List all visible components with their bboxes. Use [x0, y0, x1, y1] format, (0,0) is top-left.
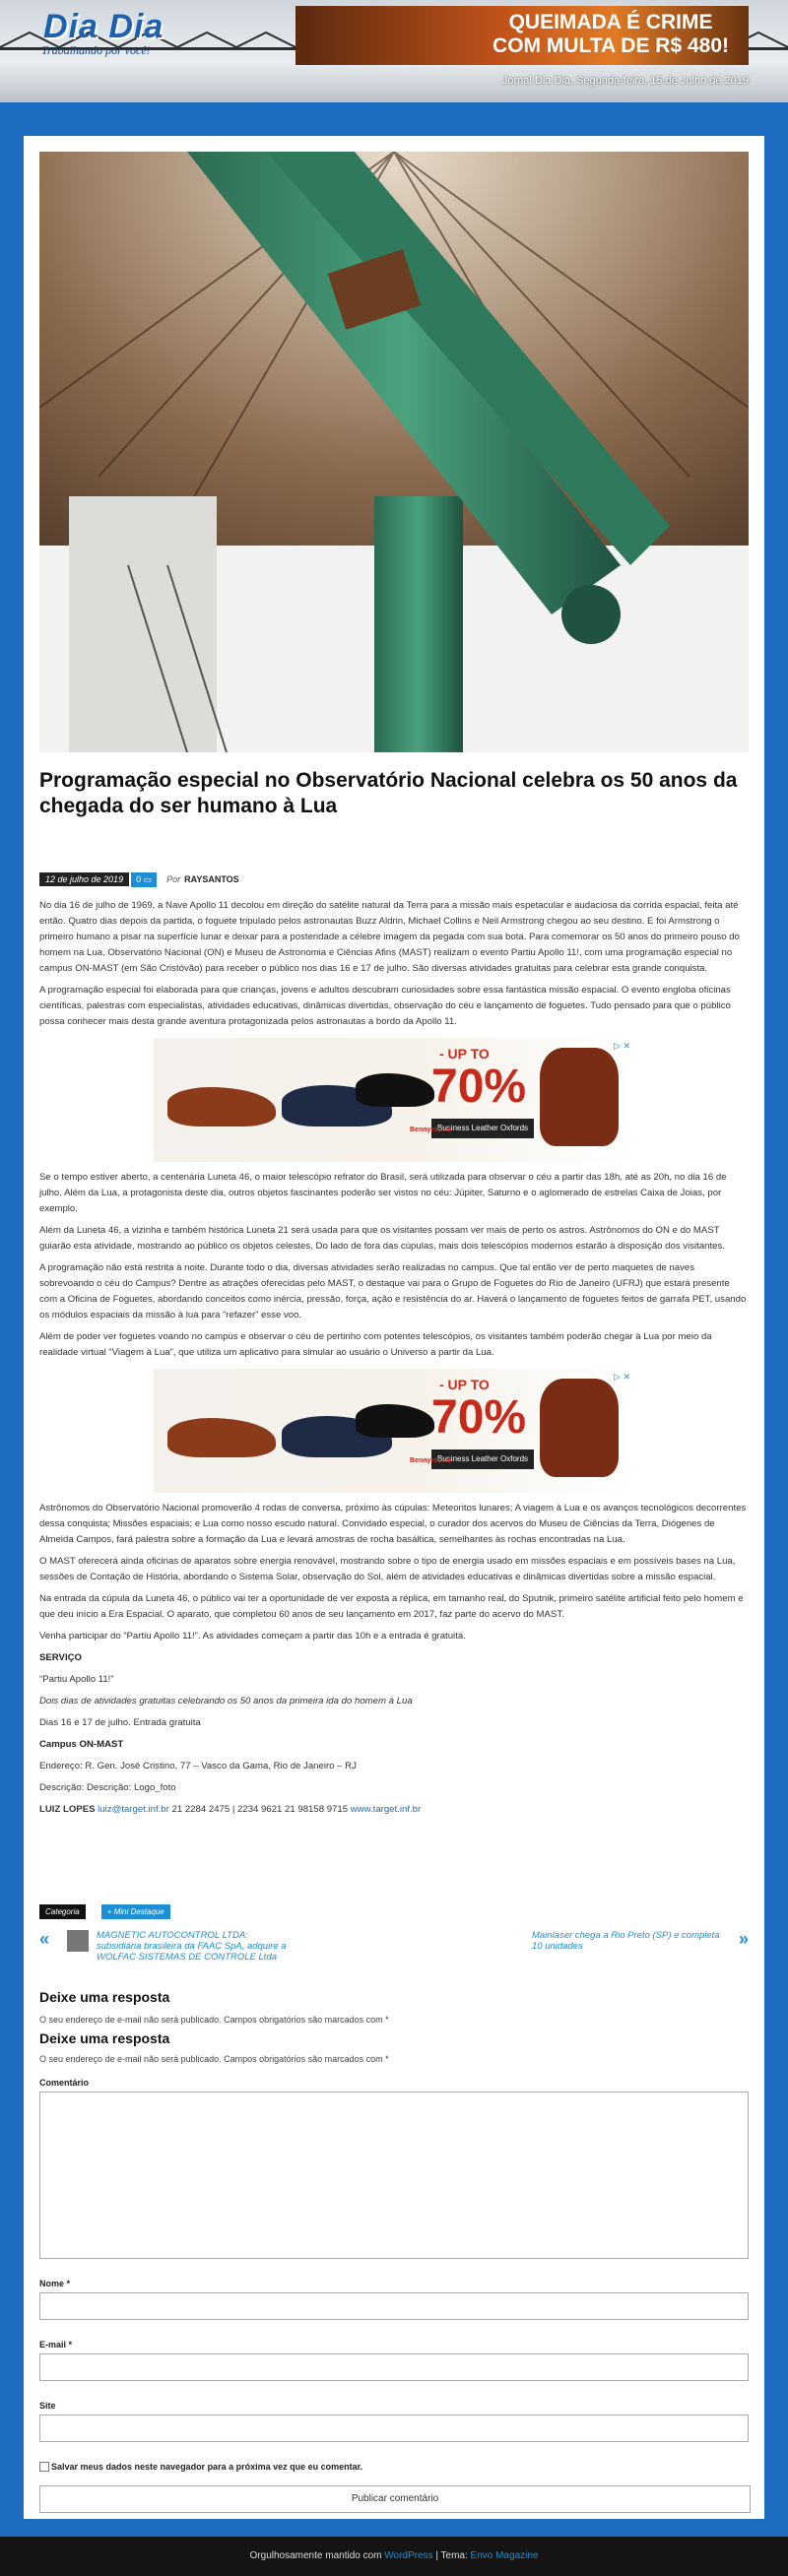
banner-text	[492, 11, 729, 58]
post-navigation	[39, 1930, 749, 1989]
dateline: Jornal Dia Dia, Segunda-feira, 15 de Julho de 2019	[501, 75, 749, 87]
comment-count-value: 0	[136, 873, 142, 884]
category-badge[interactable]: Categoria	[39, 1904, 86, 1919]
previous-post-thumbnail	[67, 1930, 89, 1952]
post-tags	[39, 1904, 170, 1919]
site-input[interactable]	[39, 2415, 749, 2442]
shoe-image-boot	[540, 1379, 619, 1477]
site-logo[interactable]: Dia Dia	[43, 8, 164, 45]
comment-icon: ▭	[143, 873, 153, 884]
previous-post-link[interactable]	[39, 1930, 335, 1963]
destaque-tag[interactable]: + Mini Destaque	[101, 1904, 170, 1919]
save-data-label: Salvar meus dados neste navegador para a próxima vez que eu comentar.	[51, 2462, 363, 2472]
article-date[interactable]: 12 de julho de 2019	[39, 872, 129, 886]
reply-note-duplicate: O seu endereço de e-mail não será publicado. Campos obrigatórios são marcados com *	[39, 2054, 389, 2064]
banner-line-2: COM MULTA DE R$ 480!	[492, 34, 729, 57]
article-meta	[39, 872, 239, 886]
article-paragraph: Além de poder ver foguetes voando no campus e observar o céu de pertinho com potentes telescópios, os visitantes também poderão chegar à Lua por meio da realidade virtual “Viagem à Lua”, que utiliza um aplicativo para simular ao usuário o Universo a partir da Lua.	[39, 1331, 712, 1358]
footer-separator: | Tema:	[432, 2550, 471, 2561]
next-post-link[interactable]	[453, 1930, 749, 1952]
adchoices-icon[interactable]: ▷ ✕	[614, 1041, 630, 1051]
submit-comment-button[interactable]: Publicar comentário	[39, 2485, 751, 2513]
site-slogan: Trabalhando por você!	[41, 43, 151, 57]
article-body	[39, 898, 749, 1824]
site-footer	[0, 2537, 788, 2576]
name-input[interactable]	[39, 2292, 749, 2320]
article-author	[166, 874, 239, 884]
email-label: E-mail *	[39, 2340, 73, 2350]
article-paragraph: Na entrada da cúpula da Luneta 46, o público vai ter a oportunidade de ver exposta a réplica, em tamanho real, do Sputnik, primeiro satélite artificial feito pelo homem e que deu início a Era Espacial. O aparato, que completou 60 anos de seu lançamento em 2017, faz parte do acervo do MAST.	[39, 1593, 744, 1620]
shoe-image-black	[356, 1404, 434, 1438]
service-description: Dois dias de atividades gratuitas celebrando os 50 anos da primeira ida do homem à Lua	[39, 1696, 413, 1707]
article-paragraph: Se o tempo estiver aberto, a centenária Luneta 46, o maior telescópio refrator do Brasil, será utilizada para observar o céu a partir das 18h, até as 20h, no dia 16 de julho. Além da Lua, a protagonista deste dia, outros objetos fascinantes poderão ser vistos no céu: Júpiter, Saturno e o aglomerado de estrelas Caixa de Joias, por exemplo.	[39, 1172, 727, 1214]
email-input[interactable]	[39, 2353, 749, 2381]
banner-line-1: QUEIMADA É CRIME	[508, 11, 713, 33]
article-container	[24, 136, 764, 2519]
ad-subtitle: Business Leather Oxfords	[431, 1119, 534, 1138]
next-post-title: Mainlaser chega a Rio Preto (SP) e completa 10 unidades	[531, 1930, 720, 1952]
article-paragraph: A programação especial foi elaborada para que crianças, jovens e adultos descubram curiosidades sobre essa fantástica missão espacial. O evento engloba oficinas científicas, palestras com especialistas, atividades educativas, dinâmicas divertidas, observação do céu e lançamento de foguetes. Tudo pensado para que o público possa conhecer mais desta grande aventura protagonizada pelos astronautas a bordo da Apollo 11.	[39, 985, 731, 1027]
service-dates: Dias 16 e 17 de julho. Entrada gratuita	[39, 1717, 201, 1728]
ad-percent: 70%	[431, 1061, 527, 1113]
previous-post-title: MAGNETIC AUTOCONTROL LTDA: subsidiária brasileira da FAAC SpA, adquire a WOLFAC SISTEMAS DE CONTROLE Ltda	[97, 1930, 287, 1963]
shoe-image-brown	[167, 1087, 276, 1127]
ad-percent: 70%	[431, 1391, 527, 1444]
reply-title-duplicate: Deixe uma resposta	[39, 2030, 170, 2046]
service-name: “Partiu Apollo 11!”	[39, 1674, 114, 1685]
name-label: Nome *	[39, 2279, 71, 2288]
adchoices-icon[interactable]: ▷ ✕	[614, 1372, 630, 1382]
ad-headline: - UP TO	[439, 1046, 490, 1062]
article-paragraph: No dia 16 de julho de 1969, a Nave Apollo 11 decolou em direção do satélite natural da Terra para a missão mais espetacular e audaciosa da corrida espacial, feita até então. Quatro dias depois da partida, o foguete tripulado pelos astronautas Buzz Aldrin, Michael Collins e Neil Armstrong chegou ao seu destino. E foi Armstrong o primeiro humano a pisar na superfície lunar e deixar para a posteridade a célebre imagem da pegada com sua bota. Para comemorar os 50 anos do primeiro pouso do homem na Lua, Observatório Nacional (ON) e Museu de Astronomia e Ciências Afins (MAST) realizam o evento Partiu Apollo 11!, com uma programação especial no campus ON-MAST (em São Cristóvão) para receber o público nos dias 16 e 17 de julho. São diversas atividades gratuitas para celebrar esta grande conquista.	[39, 900, 740, 974]
shoe-image-black	[356, 1073, 434, 1107]
save-data-checkbox[interactable]	[39, 2462, 49, 2472]
reply-title: Deixe uma resposta	[39, 1989, 170, 2005]
comment-label: Comentário	[39, 2078, 90, 2088]
ad-headline: - UP TO	[439, 1377, 490, 1392]
reply-note: O seu endereço de e-mail não será publicado. Campos obrigatórios são marcados com *	[39, 2015, 389, 2025]
service-label: SERVIÇO	[39, 1652, 83, 1663]
contact-site-link[interactable]: www.target.inf.br	[350, 1804, 422, 1815]
author-prefix: Por	[166, 874, 181, 884]
footer-prefix: Orgulhosamente mantido com	[249, 2550, 385, 2561]
shoe-image-brown	[167, 1418, 276, 1457]
header-banner[interactable]	[296, 6, 749, 65]
ad-subtitle: Business Leather Oxfords	[431, 1449, 534, 1469]
author-link[interactable]: RAYSANTOS	[184, 874, 239, 884]
ad-brand: Bennyround	[410, 1457, 451, 1464]
previous-arrow-icon: «	[39, 1929, 50, 1949]
article-paragraph: Além da Luneta 46, a vizinha e também histórica Luneta 21 será usada para que os visitantes possam ver mais de perto os astros. Astrônomos do ON e do MAST guiarão esta atividade, mostrando ao público os objetos celestes. Do lado de fora das cúpulas, mais dois telescópios modernos estarão à disposição dos visitantes.	[39, 1225, 725, 1252]
site-header	[0, 0, 788, 102]
ad-brand: Bennyround	[410, 1127, 451, 1133]
article-featured-image[interactable]	[39, 152, 749, 752]
comment-count[interactable]	[131, 872, 157, 887]
campus-address: Endereço: R. Gen. José Cristino, 77 – Vasco da Gama, Rio de Janeiro – RJ	[39, 1761, 357, 1771]
article-paragraph: Astrônomos do Observatório Nacional promoverão 4 rodas de conversa, próximo às cúpulas: Meteoritos lunares; A viagem à Lua e os avanços tecnológicos decorrentes dessa conquista; Missões espaciais; e Lua como nosso escudo natural. Convidado especial, o curador dos acervos do Museu de Ciências da Terra, Diógenes de Almeida Campos, fará palestra sobre a formação da Lua e levará amostras de rocha basáltica, semelhantes às rochas encontradas na Lua.	[39, 1503, 747, 1545]
site-label: Site	[39, 2401, 56, 2411]
article-title: Programação especial no Observatório Nacional celebra os 50 anos da chegada do ser humano à Lua	[39, 769, 738, 817]
shoe-image-boot	[540, 1048, 619, 1146]
shoe-ad[interactable]	[154, 1369, 634, 1493]
contact-line	[39, 1802, 749, 1818]
contact-email-link[interactable]: luiz@target.inf.br	[98, 1804, 169, 1815]
shoe-ad[interactable]	[154, 1038, 634, 1162]
campus-label: Campus ON-MAST	[39, 1739, 124, 1750]
article-paragraph: O MAST oferecerá ainda oficinas de aparatos sobre energia renovável, mostrando sobre o tipo de energia usado em missões espaciais e em possíveis bases na Lua, sessões de Contação de História, abordando o Sistema Solar, observação do Sol, além de atividades educativas e dinâmicas divertidas sobre a missão espacial.	[39, 1556, 736, 1582]
article-paragraph: A programação não está restrita à noite. Durante todo o dia, diversas atividades serão realizadas no campus. Que tal então ver de perto maquetes de naves sobrevoando o céu do Campus? Dentre as atrações oferecidas pelo MAST, o destaque vai para o Grupo de Foguetes do Rio de Janeiro (UFRJ) que estará presente com a Oficina de Foguetes, abordando conceitos como inércia, pressão, força, ação e resistência do ar. Haverá o lançamento de foguetes feitos de garrafa PET, usando os módulos espaciais da missão à lua para “refazer” esse voo.	[39, 1262, 747, 1320]
save-data-row	[39, 2462, 362, 2472]
image-description: Descrição: Descrição: Logo_foto	[39, 1782, 176, 1793]
contact-phones: 21 2284 2475 | 2234 9621 21 98158 9715	[168, 1804, 351, 1815]
article-paragraph: Venha participar do “Partiu Apollo 11!”. As atividades começam a partir das 10h e a entrada é gratuita.	[39, 1631, 466, 1642]
comment-textarea[interactable]	[39, 2092, 749, 2259]
next-arrow-icon: »	[738, 1929, 749, 1949]
theme-link[interactable]: Envo Magazine	[470, 2550, 539, 2561]
contact-name: LUIZ LOPES	[39, 1804, 96, 1815]
wordpress-link[interactable]: WordPress	[384, 2550, 433, 2561]
